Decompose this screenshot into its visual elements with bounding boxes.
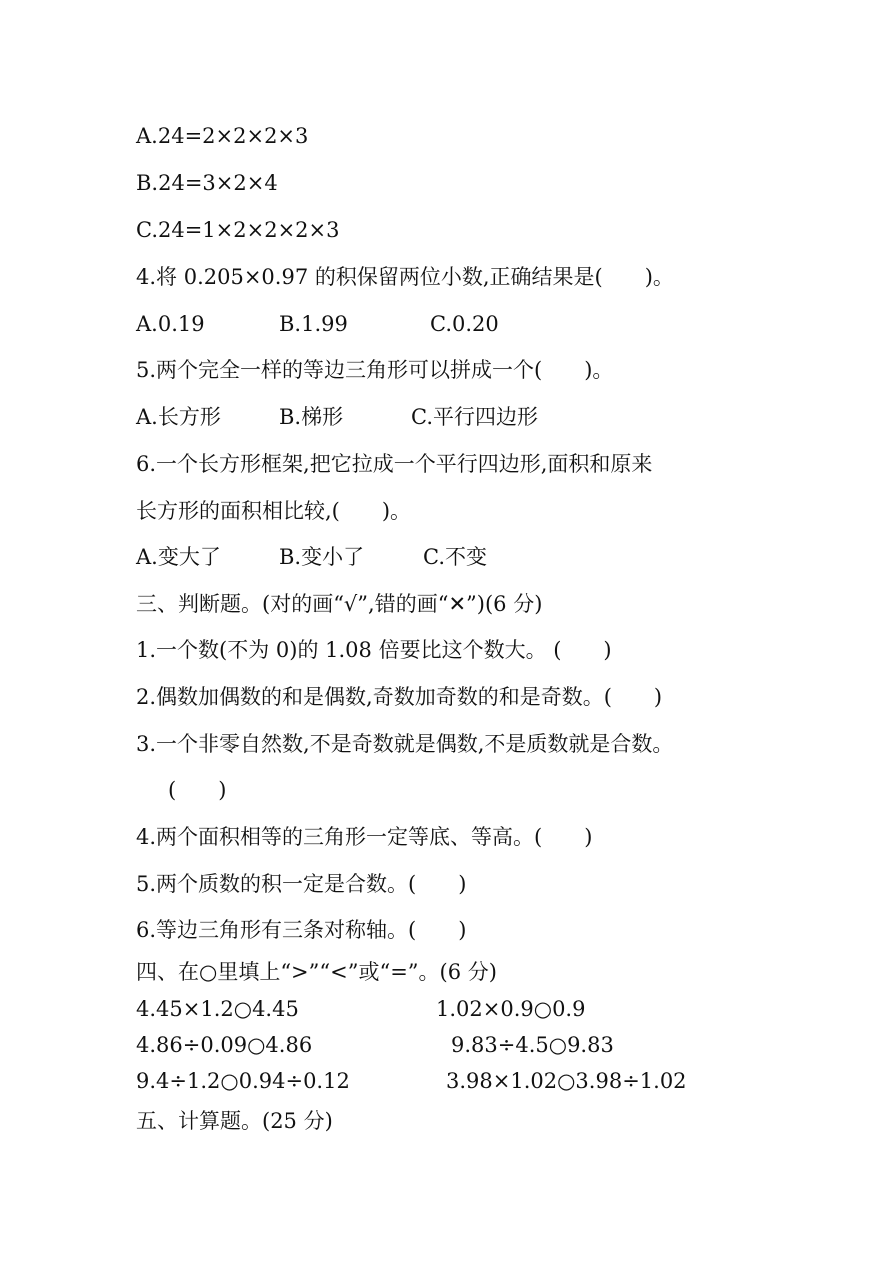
compare-item: 4.86÷0.09○4.86 [136,1033,313,1057]
compare-item: 3.98×1.02○3.98÷1.02 [446,1069,687,1093]
q4-option-a: A.0.19 [136,312,205,336]
q6-stem-line2: 长方形的面积相比较,( )。 [136,499,412,523]
compare-item: 9.4÷1.2○0.94÷0.12 [136,1069,350,1093]
q6-stem-line1: 6.一个长方形框架,把它拉成一个平行四边形,面积和原来 [136,452,653,476]
compare-item: 1.02×0.9○0.9 [436,997,586,1021]
judge-item-1: 1.一个数(不为 0)的 1.08 倍要比这个数大。 ( ) [136,638,612,662]
compare-item: 4.45×1.2○4.45 [136,997,299,1021]
q5-option-a: A.长方形 [136,405,221,429]
q6-option-b: B.变小了 [279,545,365,569]
q6-option-a: A.变大了 [136,545,221,569]
judge-item-6: 6.等边三角形有三条对称轴。( ) [136,918,467,942]
compare-item: 9.83÷4.5○9.83 [451,1033,614,1057]
q3-option-a: A.24=2×2×2×3 [136,124,309,148]
q3-option-b: B.24=3×2×4 [136,171,278,195]
judge-item-3: 3.一个非零自然数,不是奇数就是偶数,不是质数就是合数。 [136,732,674,756]
judge-item-3-blank: ( ) [168,778,227,802]
q5-stem: 5.两个完全一样的等边三角形可以拼成一个( )。 [136,358,614,382]
q5-option-c: C.平行四边形 [411,405,538,429]
section5-title: 五、计算题。(25 分) [136,1109,333,1133]
q4-stem: 4.将 0.205×0.97 的积保留两位小数,正确结果是( )。 [136,265,674,289]
q4-option-b: B.1.99 [279,312,348,336]
judge-item-2: 2.偶数加偶数的和是偶数,奇数加奇数的和是奇数。( ) [136,685,663,709]
q5-option-b: B.梯形 [279,405,344,429]
q6-option-c: C.不变 [423,545,487,569]
section4-title: 四、在○里填上“>”“<”或“=”。(6 分) [136,960,497,984]
judge-item-5: 5.两个质数的积一定是合数。( ) [136,872,467,896]
q3-option-c: C.24=1×2×2×2×3 [136,218,340,242]
judge-item-4: 4.两个面积相等的三角形一定等底、等高。( ) [136,825,593,849]
section3-title: 三、判断题。(对的画“√”,错的画“✕”)(6 分) [136,592,543,616]
q4-option-c: C.0.20 [430,312,499,336]
